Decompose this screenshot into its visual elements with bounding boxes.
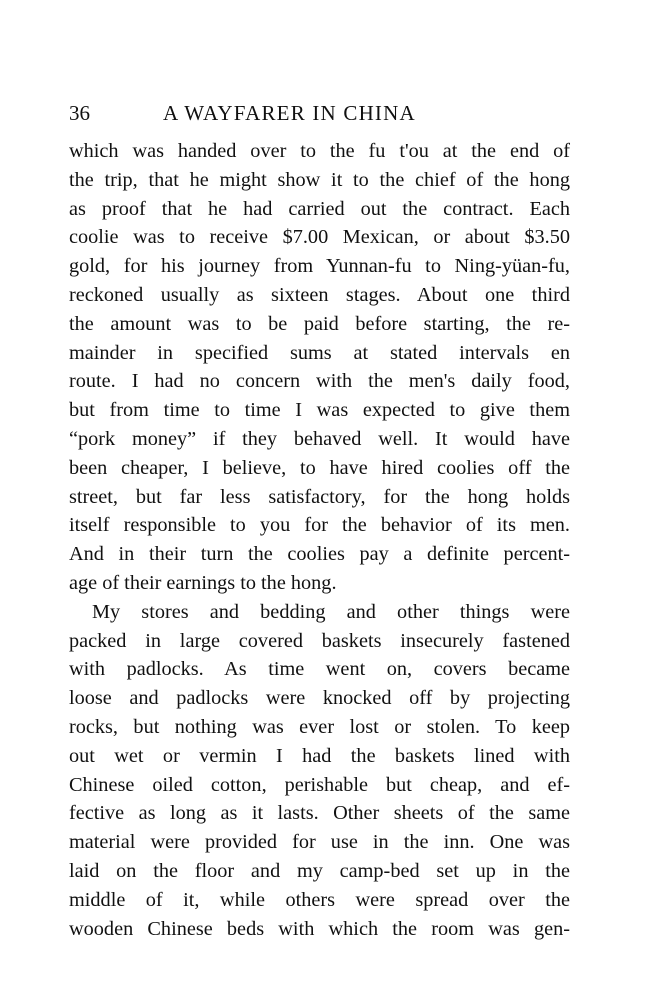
- text-line: middle of it, while others were spread over the: [69, 888, 570, 911]
- text-line: itself responsible to you for the behavior of its men.: [69, 514, 570, 537]
- running-header: [69, 99, 570, 127]
- text-line: loose and padlocks were knocked off by projecting: [69, 687, 570, 710]
- text-line: reckoned usually as sixteen stages. About one third: [69, 283, 570, 306]
- text-line: with padlocks. As time went on, covers became: [69, 658, 570, 681]
- text-line: Chinese oiled cotton, perishable but cheap, and ef-: [69, 773, 570, 796]
- text-line: street, but far less satisfactory, for the hong holds: [69, 485, 570, 508]
- text-line: My stores and bedding and other things were: [92, 600, 570, 623]
- text-line: packed in large covered baskets insecurely fastened: [69, 629, 570, 652]
- text-line: “pork money” if they behaved well. It would have: [69, 427, 570, 450]
- text-line: And in their turn the coolies pay a definite percent-: [69, 543, 570, 566]
- text-line: mainder in specified sums at stated intervals en: [69, 341, 570, 364]
- text-line: route. I had no concern with the men's daily food,: [69, 370, 570, 393]
- text-line: age of their earnings to the hong.: [69, 571, 337, 594]
- page-body: [69, 137, 570, 943]
- text-line: wooden Chinese beds with which the room was gen-: [69, 917, 570, 940]
- paragraph: [69, 598, 570, 944]
- text-line: out wet or vermin I had the baskets lined with: [69, 744, 570, 767]
- text-line: the amount was to be paid before starting, the re-: [69, 312, 570, 335]
- text-line: as proof that he had carried out the contract. Each: [69, 197, 570, 220]
- page-number: 36: [69, 101, 90, 125]
- text-line: been cheaper, I believe, to have hired coolies off the: [69, 456, 570, 479]
- text-line: rocks, but nothing was ever lost or stolen. To keep: [69, 715, 570, 738]
- text-line: fective as long as it lasts. Other sheets of the same: [69, 802, 570, 825]
- text-line: coolie was to receive $7.00 Mexican, or about $3.50: [69, 226, 570, 249]
- text-line: the trip, that he might show it to the chief of the hong: [69, 168, 570, 191]
- paragraph: [69, 137, 570, 598]
- text-line: which was handed over to the fu t'ou at the end of: [69, 140, 570, 162]
- text-line: laid on the floor and my camp-bed set up in the: [69, 859, 570, 882]
- running-title: A WAYFARER IN CHINA: [163, 101, 416, 125]
- text-line: but from time to time I was expected to give them: [69, 399, 570, 422]
- text-line: material were provided for use in the inn. One was: [69, 831, 570, 854]
- text-line: gold, for his journey from Yunnan-fu to Ning-yüan-fu,: [69, 255, 570, 278]
